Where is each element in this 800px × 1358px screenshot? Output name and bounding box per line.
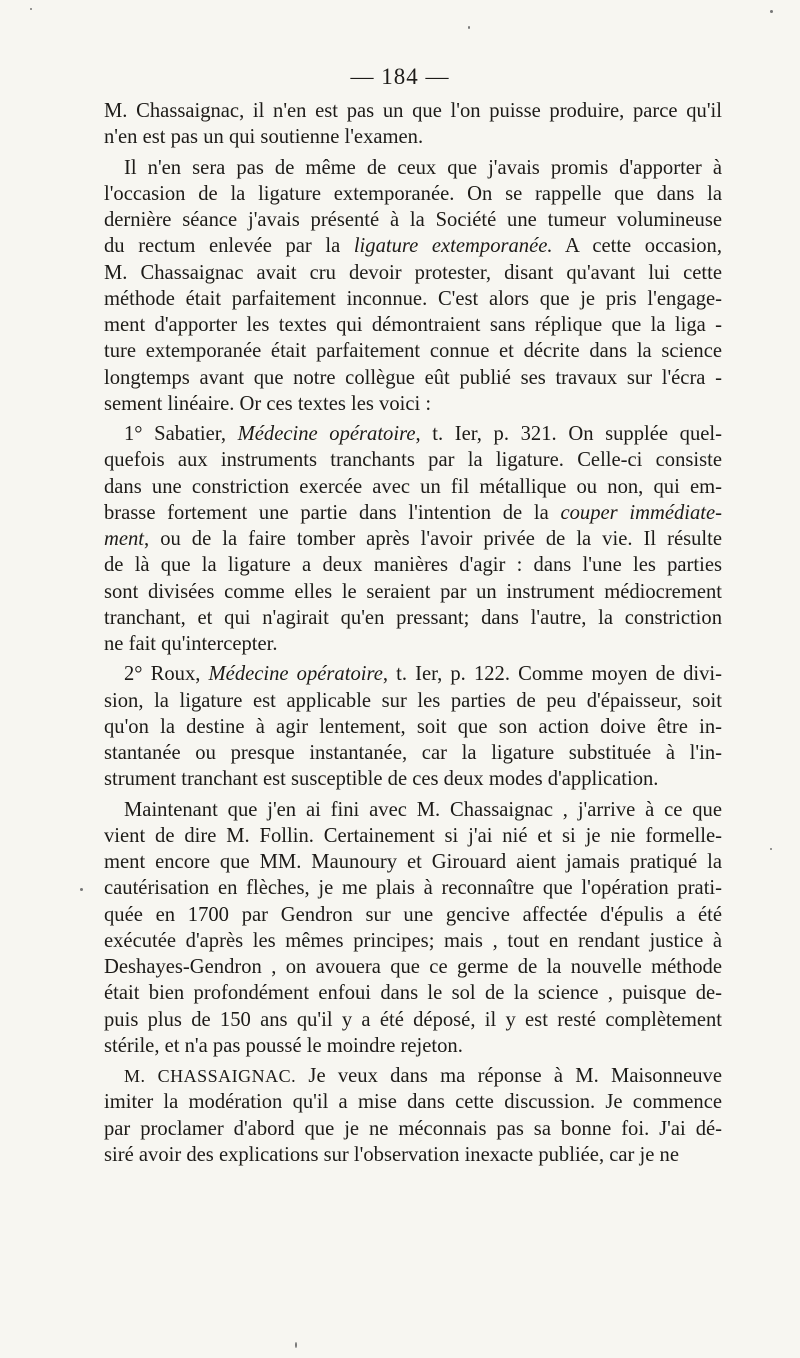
text-run: ment encore que MM. Maunoury et Girouard aient jamais pratiqué la — [104, 851, 722, 873]
page-number: — 184 — — [350, 64, 450, 89]
text-run: vient de dire M. Follin. Certainement si j'ai nié et si je nie formelle- — [104, 824, 722, 847]
speaker-name: M. CHASSAIGNAC. — [124, 1066, 297, 1086]
text-run: M. Chassaignac, il n'en est pas un que l'on puisse produire, parce qu'il — [104, 100, 722, 122]
paragraph — [104, 155, 722, 418]
text-line — [104, 1007, 722, 1033]
text-run: 1° Sabatier, — [124, 423, 238, 445]
paper-speck — [295, 1342, 297, 1348]
text-line — [104, 823, 722, 849]
text-line — [104, 849, 722, 875]
text-run: stérile, et n'a pas poussé le moindre rejeton. — [104, 1034, 463, 1057]
text-line — [104, 714, 722, 740]
text-line — [104, 338, 722, 364]
text-run: sion, la ligature est applicable sur les parties de peu d'épaisseur, soit — [104, 689, 722, 712]
text-line — [104, 500, 722, 526]
text-run: tranchant, et qui n'agirait qu'en pressant; dans l'autre, la constriction — [104, 606, 722, 629]
paragraph — [104, 797, 722, 1060]
text-run: dans une constriction exercée avec un fil métallique ou non, qui em- — [104, 475, 722, 498]
text-run: quée en 1700 par Gendron sur une gencive affectée d'épulis a été — [104, 903, 722, 926]
paper-speck — [770, 10, 773, 13]
text-run: imiter la modération qu'il a mise dans cette discussion. Je commence — [104, 1091, 722, 1114]
text-line — [104, 875, 722, 901]
text-line — [104, 1089, 722, 1115]
text-run: M. Chassaignac avait cru devoir protester, disant qu'avant lui cette — [104, 261, 722, 284]
text-run: sement linéaire. Or ces textes les voici : — [104, 392, 432, 415]
text-line — [104, 365, 722, 391]
text-run: ment d'apporter les textes qui démontraient sans réplique que la liga - — [104, 314, 722, 336]
text-run: strument tranchant est susceptible de ces deux modes d'application. — [104, 768, 659, 791]
text-run: sont divisées comme elles le seraient par un instrument médiocrement — [104, 580, 722, 603]
paper-speck — [468, 26, 470, 29]
text-run: Je veux dans ma réponse à M. Maisonneuve — [296, 1065, 722, 1087]
text-run: méthode était parfaitement inconnue. C'est alors que je pris l'engage- — [104, 287, 722, 310]
paper-speck — [80, 888, 83, 891]
text-run: cautérisation en flèches, je me plais à reconnaître que l'opération prati- — [104, 877, 722, 900]
text-line — [104, 233, 722, 259]
text-line — [104, 980, 722, 1006]
text-run: siré avoir des explications sur l'observation inexacte publiée, car je ne — [104, 1143, 679, 1166]
text-run: du rectum enlevée par la — [104, 235, 354, 258]
text-run: qu'on la destine à agir lentement, soit que son action doive être in- — [104, 715, 722, 738]
text-line — [104, 155, 722, 181]
text-run: était bien profondément enfoui dans le sol de la science , puisque de- — [104, 982, 722, 1005]
text-line — [104, 688, 722, 714]
text-run: 2° Roux, — [124, 663, 209, 686]
text-run: , t. Ier, p. 122. Comme moyen de divi- — [382, 663, 723, 686]
text-line — [104, 954, 722, 980]
text-run: puis plus de 150 ans qu'il y a été déposé, il y est resté complètement — [104, 1008, 722, 1031]
text-line — [104, 1142, 722, 1168]
text-line — [104, 124, 722, 150]
text-line — [104, 421, 722, 447]
text-run: Deshayes-Gendron , on avouera que ce germe de la nouvelle méthode — [104, 956, 722, 978]
text-run: par proclamer d'abord que je ne méconnais pas sa bonne foi. J'ai dé- — [104, 1117, 722, 1140]
text-line — [104, 797, 722, 823]
text-run: , ou de la faire tomber après l'avoir privée de la vie. Il résulte — [144, 528, 722, 550]
paper-speck — [30, 8, 32, 10]
italic-text: ment — [104, 528, 145, 550]
text-line — [104, 1033, 722, 1059]
text-run: brasse fortement une partie dans l'intention de la — [104, 501, 561, 524]
text-line — [104, 526, 722, 552]
text-run: ne fait qu'intercepter. — [104, 633, 278, 655]
paper-speck — [770, 848, 772, 850]
text-line — [104, 631, 722, 657]
text-line — [104, 207, 722, 233]
text-line — [104, 661, 722, 687]
text-run: de là que la ligature a deux manières d'agir : dans l'une les parties — [104, 554, 722, 577]
text-run: dernière séance j'avais présenté à la Société une tumeur volumineuse — [104, 209, 722, 231]
text-line — [104, 474, 722, 500]
text-line — [104, 1116, 722, 1142]
text-line — [104, 260, 722, 286]
text-line — [104, 552, 722, 578]
text-line — [104, 98, 722, 124]
text-line — [104, 391, 722, 417]
paragraph — [104, 421, 722, 657]
text-line — [104, 1063, 722, 1089]
text-line — [104, 928, 722, 954]
text-run: exécutée d'après les mêmes principes; mais , tout en rendant justice à — [104, 929, 722, 952]
text-run: l'occasion de la ligature extemporanée. On se rappelle que dans la — [104, 182, 722, 205]
italic-text: ligature extemporanée. — [353, 235, 553, 258]
italic-text: Médecine opératoire — [237, 423, 416, 445]
text-line — [104, 181, 722, 207]
text-line — [104, 286, 722, 312]
text-line — [104, 579, 722, 605]
text-line — [104, 740, 722, 766]
italic-text: couper immédiate- — [560, 501, 723, 524]
text-run: ture extemporanée était parfaitement connue et décrite dans la science — [104, 340, 722, 363]
paragraph — [104, 98, 722, 151]
text-line — [104, 902, 722, 928]
text-run: quefois aux instruments tranchants par la ligature. Celle-ci consiste — [104, 449, 722, 472]
text-run: Il n'en sera pas de même de ceux que j'avais promis d'apporter à — [124, 156, 722, 179]
text-run: , t. Ier, p. 321. On supplée quel- — [415, 423, 722, 445]
italic-text: Médecine opératoire — [208, 663, 383, 686]
text-run: longtemps avant que notre collègue eût publié ses travaux sur l'écra - — [104, 366, 722, 389]
text-run: stantanée ou presque instantanée, car la ligature substituée à l'in- — [104, 742, 722, 764]
text-line — [104, 605, 722, 631]
text-line — [104, 766, 722, 792]
text-run: Maintenant que j'en ai fini avec M. Chassaignac , j'arrive à ce que — [124, 798, 722, 821]
paragraph — [104, 661, 722, 792]
paragraph — [104, 1063, 722, 1168]
text-line — [104, 447, 722, 473]
body-text — [104, 98, 722, 1168]
text-run: n'en est pas un qui soutienne l'examen. — [104, 126, 424, 149]
text-line — [104, 312, 722, 338]
text-run: A cette occasion, — [552, 235, 723, 258]
